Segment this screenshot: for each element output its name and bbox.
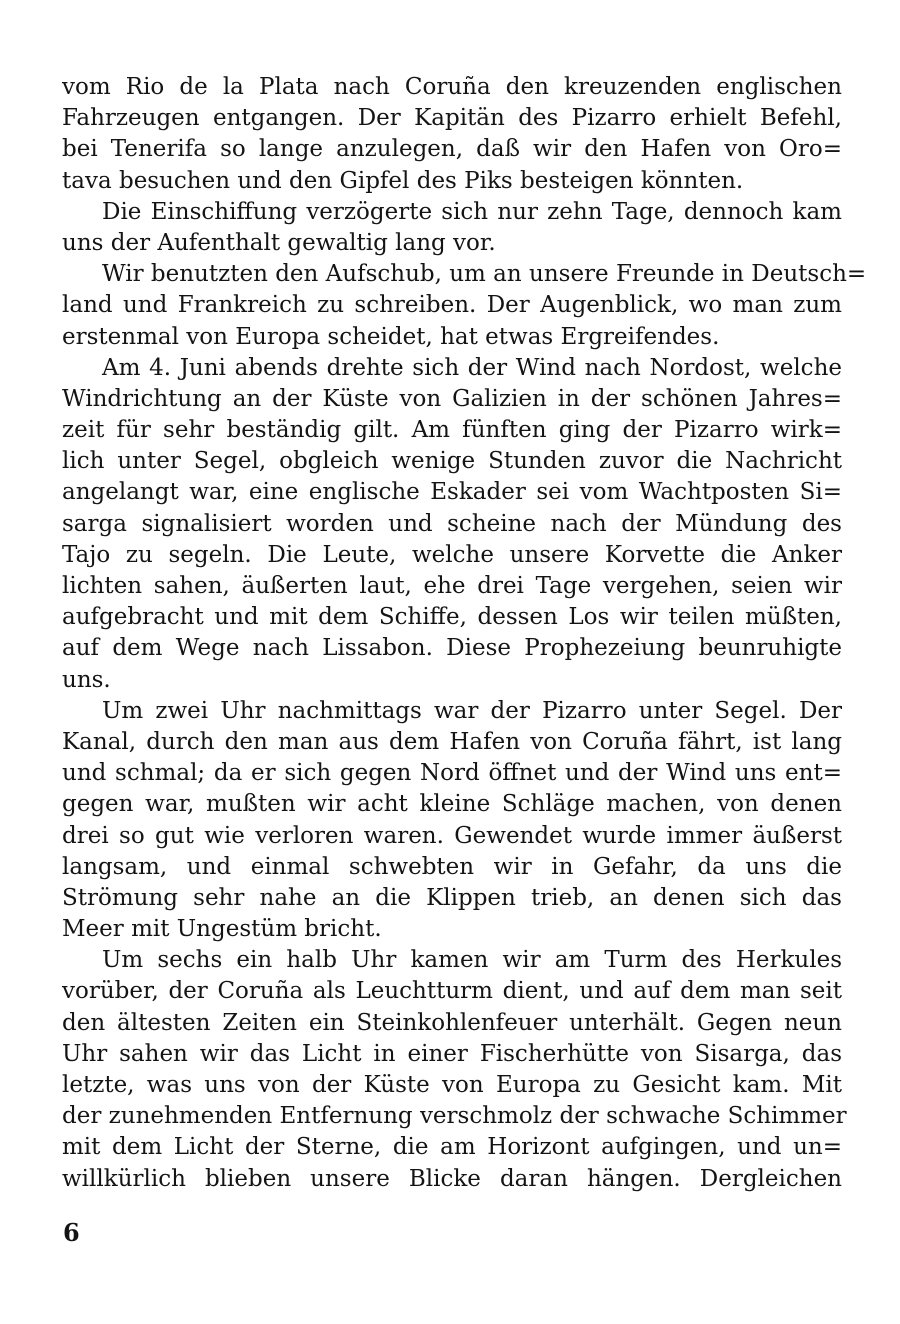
text-line: tava besuchen und den Gipfel des Piks besteigen könnten. xyxy=(62,167,744,194)
text-line: aufgebracht und mit dem Schiffe, dessen Los wir teilen müßten, xyxy=(62,604,842,631)
text-line: Um sechs ein halb Uhr kamen wir am Turm des Herkules xyxy=(102,947,842,974)
text-line: Um zwei Uhr nachmittags war der Pizarro unter Segel. Der xyxy=(102,697,842,724)
paragraph-6 xyxy=(62,945,847,1195)
text-line: angelangt war, eine englische Eskader sei vom Wachtposten Si= xyxy=(62,479,842,506)
text-line: Windrichtung an der Küste von Galizien in der schönen Jahres= xyxy=(62,385,842,412)
paragraph-3 xyxy=(62,259,867,353)
text-line: gegen war, mußten wir acht kleine Schläge machen, von denen xyxy=(62,791,842,818)
text-line: uns. xyxy=(62,666,111,693)
text-line: land und Frankreich zu schreiben. Der Augenblick, wo man zum xyxy=(62,292,842,319)
paragraph-2 xyxy=(62,197,842,259)
text-line: drei so gut wie verloren waren. Gewendet wurde immer äußerst xyxy=(62,822,842,849)
paragraph-1 xyxy=(62,72,842,197)
paragraph-4 xyxy=(62,353,842,696)
text-line: uns der Aufenthalt gewaltig lang vor. xyxy=(62,229,496,256)
text-line: erstenmal von Europa scheidet, hat etwas Ergreifendes. xyxy=(62,323,720,350)
text-line: sarga signalisiert worden und scheine nach der Mündung des xyxy=(62,510,842,537)
text-line: zeit für sehr beständig gilt. Am fünften ging der Pizarro wirk= xyxy=(62,417,842,444)
paragraph-5 xyxy=(62,696,842,946)
text-line: willkürlich blieben unsere Blicke daran hängen. Dergleichen xyxy=(62,1165,842,1192)
text-line: lichten sahen, äußerten laut, ehe drei Tage vergehen, seien wir xyxy=(62,573,842,599)
text-line: Meer mit Ungestüm bricht. xyxy=(62,916,382,943)
text-line: vom Rio de la Plata nach Coruña den kreuzenden englischen xyxy=(62,74,842,100)
text-line: lich unter Segel, obgleich wenige Stunden zuvor die Nachricht xyxy=(62,448,842,475)
text-line: der zunehmenden Entfernung verschmolz der schwache Schimmer xyxy=(62,1103,847,1130)
text-line: Die Einschiffung verzögerte sich nur zehn Tage, dennoch kam xyxy=(102,198,842,225)
text-line: und schmal; da er sich gegen Nord öffnet und der Wind uns ent= xyxy=(62,760,842,787)
text-line: Am 4. Juni abends drehte sich der Wind nach Nordost, welche xyxy=(102,354,842,381)
text-line: auf dem Wege nach Lissabon. Diese Prophezeiung beunruhigte xyxy=(62,635,842,662)
text-line: Uhr sahen wir das Licht in einer Fischerhütte von Sisarga, das xyxy=(62,1040,842,1067)
text-line: Fahrzeugen entgangen. Der Kapitän des Pizarro erhielt Befehl, xyxy=(62,105,842,132)
text-line: Wir benutzten den Aufschub, um an unsere Freunde in Deutsch= xyxy=(102,261,867,288)
text-line: Tajo zu segeln. Die Leute, welche unsere Korvette die Anker xyxy=(62,541,842,568)
body-text xyxy=(62,72,867,1195)
text-line: bei Tenerifa so lange anzulegen, daß wir den Hafen von Oro= xyxy=(62,136,842,163)
text-line: langsam, und einmal schwebten wir in Gefahr, da uns die xyxy=(62,853,842,880)
page-number: 6 xyxy=(63,1218,80,1247)
text-line: vorüber, der Coruña als Leuchtturm dient, und auf dem man seit xyxy=(62,978,842,1005)
text-line: Kanal, durch den man aus dem Hafen von Coruña fährt, ist lang xyxy=(62,728,842,755)
text-line: Strömung sehr nahe an die Klippen trieb, an denen sich das xyxy=(62,884,842,911)
text-line: letzte, was uns von der Küste von Europa zu Gesicht kam. Mit xyxy=(62,1072,842,1098)
text-line: den ältesten Zeiten ein Steinkohlenfeuer unterhält. Gegen neun xyxy=(62,1009,842,1036)
text-line: mit dem Licht der Sterne, die am Horizont aufgingen, und un= xyxy=(62,1134,842,1161)
